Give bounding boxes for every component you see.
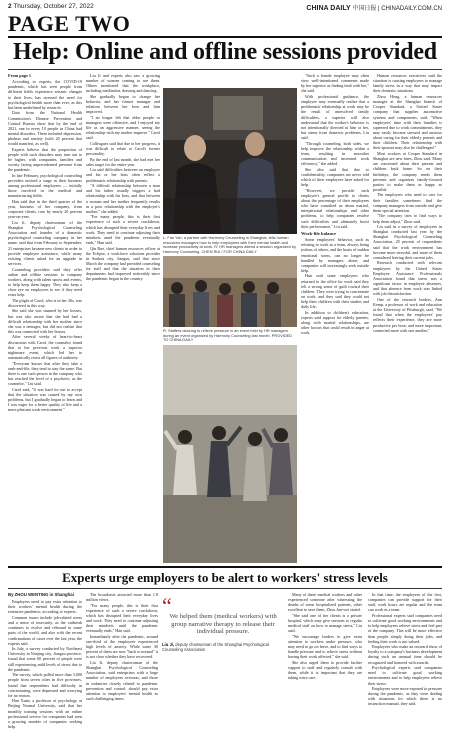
paragraph: She also said that due to confidentiality, companies are never told which of their employees have asked for help. <box>301 166 369 188</box>
pull-quote <box>162 593 284 652</box>
page-header-right <box>306 3 442 12</box>
photo-audience-image <box>163 256 297 327</box>
paragraph: Zhou Hong, a human resources manager at the Shanghai branch of Cooper Standard, a United States company that supplies automotive systems and components, said, "When employees' time with their families is squeezed due to work commitments, they may easily become stressed and anxious about caring for their elderly parents and their children. Their relationship with their spouses may also be challenged." <box>373 93 442 151</box>
paragraph: Experts believe that the proportion of people with such disorders may turn out to be higher, with companies, families and society facing unprecedented pressure from the pandemic. <box>8 146 82 173</box>
paragraph: The plight of Carol, who is in her 30s, was discovered in this way. <box>8 297 82 308</box>
dateline: From page 1 <box>8 73 32 78</box>
photo-caption-1: L: Fan Yan, a partner with Harmony Counseling in Shanghai, tells human resources managers how to help employees with their mental health and increase productivity at work. R: HR managers attend a session organized by Harmony Counseling. CHEN RUI / FOR CHINA DAILY <box>163 235 296 254</box>
paragraph: Professional experts said companies need to cultivate good working environments and to help employees relieve stress and feel part of the company. This will be more effective than people simply doing their jobs, and feeling their work is not valued. <box>368 612 442 644</box>
story1-column-1 <box>8 73 82 563</box>
story2-column-2 <box>86 592 158 744</box>
pull-quote-text: We helped them (medical workers) with group narrative therapy to release their individual pressure. <box>169 613 277 636</box>
paragraph: "We encourage leaders to give extra attention to workers under pressure, who may need to go on leave, and to find ways to handle pressure and to relieve stress without having their work affected," she said. <box>288 633 362 660</box>
story2-headline: Experts urge employers to be alert to workers' stress levels <box>62 570 388 585</box>
paragraph: Liu Ji, deputy chairwoman of the Shanghai Psychological Counseling Association, said enterprises with a large number of employees overseas, and those in industries closely related to pandemic prevention and control, should pay extra attention to employees' mental health as such challenging times. <box>86 659 158 702</box>
paragraph: "A difficult relationship between a man and his father usually triggers a bad relationship with his boss, and that between a woman and her mother frequently results in a poor relationship with the employer's mother," she added. <box>86 183 160 214</box>
story2-col1-body <box>8 599 82 729</box>
paragraph: Han said that in the third quarter of the year, business of her company, from corporate clients, rose by nearly 20 percent year-on-year. <box>8 198 82 220</box>
paragraph: Many of these medical workers and other experienced someone after witnessing the deaths of some hospitalized patients, other excellent to save them, Zhou Jun-wei stated. <box>288 592 362 613</box>
main-headline: Help: Online and offline sessions provided <box>13 39 437 65</box>
paragraph: After several weeks of heart-to-heart discussions with Carol, the counselor found that at her previous work a superior nightmare event, which led her to automatically resist all figures of authority. <box>8 334 82 361</box>
story1-column-2 <box>86 73 160 563</box>
section-title: PAGE TWO <box>8 11 131 36</box>
paragraph: In July, a survey conducted by Northeast University in Nanjing city, Jiangsu province, found that some 60 percent of people were still experiencing mild levels of stress due to the pandemic. <box>8 646 82 672</box>
story1-col4-body <box>373 73 442 333</box>
pull-quote-title: deputy chairwoman of the Shanghai Psychological Counseling Association <box>162 641 269 652</box>
story1-col1-body <box>8 79 82 412</box>
paragraph: Some employees' behavior, such as refusing to work as a team, always being jealous of others, and the bouts of sudden emotional stress, can no longer be handled by managers alone, and companies will increasingly seek outside help. <box>301 237 369 273</box>
story-divider <box>8 566 442 568</box>
paragraph: She also urged them to provide further support to staff and regularly consult with them, while it is important that they are taking extra care. <box>288 659 362 681</box>
paragraph: Han said some employees who returned to the office for work said they felt a strong sense of guilt toward their children. They were trying to concentrate on work, and they said they could not help their children with their studies and daily life. <box>301 273 369 310</box>
paragraph: "However, we provide each employee's general profile to clients about the percentage of their employees who have consulted us about marital, interpersonal relationships and other problems, to help companies resolve such difficulties and ultimately boost their performance," Liu said. <box>301 187 369 229</box>
issue-date: Thursday, October 27, 2022 <box>13 3 94 10</box>
paragraph: "Through counseling, both sides, we help improve the relationship within a team, resulting in smoother communication and increased work efficiency," she added. <box>301 140 369 167</box>
subhead-work-life: Work-life balance <box>301 230 337 236</box>
paragraph: The broadcasts attracted more than 1.8 million views. <box>86 592 158 603</box>
paragraph: Liu Ji and experts also saw a growing number of women coming to see them. Others mentioned that the workplace, including meditation, drawing and dancing. <box>86 73 160 94</box>
paragraph: Liu said in a survey of employees in Shanghai conducted last year by the Shanghai Psychological Counseling Association, 25 percent of respondents said that the work environment has become more stressful, and more of them considered leaving their current jobs. <box>373 224 442 260</box>
paragraph: Liu said difficulties between an employee and his or her boss often reflect a problematic relationship with parents. <box>86 167 160 183</box>
pull-quote-author: Liu Ji, <box>162 641 175 647</box>
paragraph: Most workers at Cooper Standard in Shanghai are new hires, Zhou said. Many are concerned about their parents and children back home. So on their birthdays, the company sends them presents and organizes family-focused parties to make them as happy as possible. <box>373 150 442 193</box>
paragraph: By the end of last month, she had met her sales target for the entire year. <box>86 156 160 167</box>
paragraph: Han Xuan, a professor of psychology at Beijing Normal University, said that her monthly training sessions with an online professional service for companies had seen a growing number of companies seeking help. <box>8 698 82 730</box>
paragraph: Immediately after the pandemic, around one-third of the employees experienced high levels of anxiety. While some 30 percent of them are now "back to normal" it is not clear whether they have recovered. <box>86 633 158 660</box>
story1-column-3 <box>301 73 369 563</box>
paragraph: "For many people, this is their first experience of such a severe crackdown, which has disrupted their everyday lives and work. They need to continue adjusting their mindsets amid the pandemic eventually ends," Han said. <box>86 214 160 246</box>
paragraph: Qin Rue, chief human resources officer at the Eclipse, a workforce solutions provider in Suzhou city, Jiangsu, said that since March the company had provided counseling for staff and that the situation in their departments had improved noticeably since the pandemic began in the country. <box>86 245 160 282</box>
paragraph: Human resources executives said the situation is causing employees to manage family stress in a way that may impact their domestic situations. <box>373 73 442 94</box>
paragraph: She said she was stunned by her bosses, but was also aware that she had had a difficult relationship with her mother since she was a teenager, but did not realize that this was connected with her bosses. <box>8 308 82 335</box>
photo-seminar <box>163 88 297 234</box>
paragraph: Counseling providers said they offer online and offline sessions to company workers, along with talent sports and events, to help keep them happy. They also keep a close eye on employees to see if they need extra help. <box>8 266 82 298</box>
paragraph: Employees were more exposed to pressure during the pandemic, as they were dealing with situations for which there is no instruction manual, they said. <box>368 686 442 707</box>
paper-name: CHINA DAILY <box>306 5 351 12</box>
story1-column-4 <box>373 73 442 563</box>
paragraph: Psychological experts said companies need to cultivate good working environments and to help employees relieve their stress. <box>368 665 442 686</box>
paragraph: Colleagues said that due to her progress, it was difficult to relate to Carol's former personality. <box>86 140 160 157</box>
story2-col3-body <box>288 592 362 681</box>
story2-rule <box>8 588 442 589</box>
paragraph: Employers need to pay extra attention to their workers' mental health during the extensive pandemic, according to experts. <box>8 599 82 615</box>
paragraph: "Everyone knows that after they take a rank-and-file, they tend to stay the same. But there is one such person in the company who has reached the level of a psychotic, as the counselor," Liu said. <box>8 360 82 387</box>
photo-dance-image <box>163 345 297 563</box>
paragraph: In that time, the employees of the first, companies can provide support for their staff, work hours are regular and the team can work as a team. <box>368 592 442 613</box>
story1-col2-body <box>86 73 160 282</box>
story1-col3-body <box>301 73 369 229</box>
paragraph: In addition to children's education, experts said support for elderly parents, along with marital relationships, are other factors that could result in anger at work. <box>301 309 369 336</box>
story2-col2-body <box>86 592 158 701</box>
headline-rule <box>8 69 442 70</box>
paragraph: Research conducted with telecom employees by the United States Employee Assistance Professionals Association found that stress was a significant factor in employee absences, and that absence from work was linked with job dissatisfaction. <box>373 260 442 297</box>
paragraph: "I no longer felt that older people or managers were offensive, and I enjoyed my life as an aggressive manner, seeing the relationship with my mother improve." Carol said. <box>86 114 160 141</box>
story2-column-4 <box>368 592 442 744</box>
paragraph: In late February, psychological counseling providers noticed a surge in their business among professional employees — initially those involved in the medical and manufacturing fields. <box>8 172 82 199</box>
photo-dance <box>163 345 297 563</box>
page-header-left <box>8 3 94 10</box>
paragraph: According to experts, the COVID-19 pandemic, which has seen people from different fields experience seismic changes to their lives, has stressed the need for psychological health more than ever, as this has been underlined by research. <box>8 79 82 110</box>
pull-quote-attribution <box>162 642 284 652</box>
quote-mark-icon: “ <box>162 593 172 618</box>
paragraph: Liu Ji, deputy chairwoman of the Shanghai Psychological Counseling Association and founder of a domestic psychological counseling company in her name, said that from February to September, 21 enterprises became new clients in order to provide employee assistance, while many existing clients asked for an upgrade in services. <box>8 219 82 267</box>
paragraph: Data from the National Health Commission's Disease Prevention and Control Bureau show that by the end of 2021, one in every 10 people in China had mental disorders. These included depression, phobias and anxiety (with 20 percent that would manifest, as well). <box>8 110 82 147</box>
paragraph: "Such a female employee may often view well-intentioned comments made by her superior as finding fault with her," she said. <box>301 73 369 94</box>
paragraph: Carol said, "It was hard for me to accept that the situation was caused by my own problems, but I gradually began to learn and I was eager for a better quality of life and a more pleasant work environment." <box>8 386 82 413</box>
story2-column-3 <box>288 592 362 744</box>
story2-byline: By ZHOU WENTING in Shanghai <box>8 592 74 597</box>
paragraph: Employees who make an outward show of loyalty to a company's business development during such an unusual time should be recognized and honored with awards. <box>368 644 442 665</box>
paragraph: With professional guidance, the employee may eventually realize that a problematic relationship at work may be the result of unresolved family difficulties, a superior will also understand that the worker's behavior is not intentionally directed at him or her, but stems from domestic problems, Liu said. <box>301 93 369 141</box>
paragraph: "For many people, this is their first experience of such a severe crackdown, which has disrupted their everyday lives and work. They need to continue adjusting their mindsets until the pandemic eventually ends," Han said. <box>86 602 158 634</box>
edition-info: 中国日报 | CHINADAILY.COM.CN <box>352 6 442 12</box>
paragraph: "She said one of her clients is a private hospital, which may give sessions to regular medical staff on how to manage stress," Liu said. <box>288 612 362 634</box>
photo-audience <box>163 256 297 327</box>
paragraph: One of the research leaders, Ann Kemp, a professor of work and education at the University of Pittsburgh, said, "We found that when the employees' pay reflects their experience, they are more productive per hour, and more important, connected more with one another." <box>373 296 442 333</box>
page-number: 2 <box>8 3 12 10</box>
paragraph: "The company tries to find ways to help them adjust," Zhou said. <box>373 213 442 224</box>
story1-col3-body-2 <box>301 237 369 336</box>
paragraph: Common issues include job-related stress and a sense of insecurity, as the outbreak continues to evolve and rebound in some parts of the world, and also with the recent confirmations of cases over the last year, the experts said. <box>8 614 82 646</box>
photo-seminar-image <box>163 88 297 234</box>
story2-column-1 <box>8 592 82 744</box>
story2-col4-body <box>368 592 442 707</box>
paragraph: She gradually began to change her behavior, and her former manager and relations between her boss and him improved. <box>86 93 160 115</box>
paragraph: The employees who need to care for their families sometimes find the company managers from outside and give them special attention. <box>373 192 442 213</box>
photo-caption-2: R: Staffers dancing to relieve pressure in an event held by HR managers during an event organized by Harmony Counseling last month. PROVIDED TO CHINA DAILY <box>163 328 293 343</box>
paragraph: The survey, which polled more than 3,000 people from seven cities in five provinces, found that respondents had difficulty in concentrating, were depressed and worrying for no reason. <box>8 672 82 698</box>
